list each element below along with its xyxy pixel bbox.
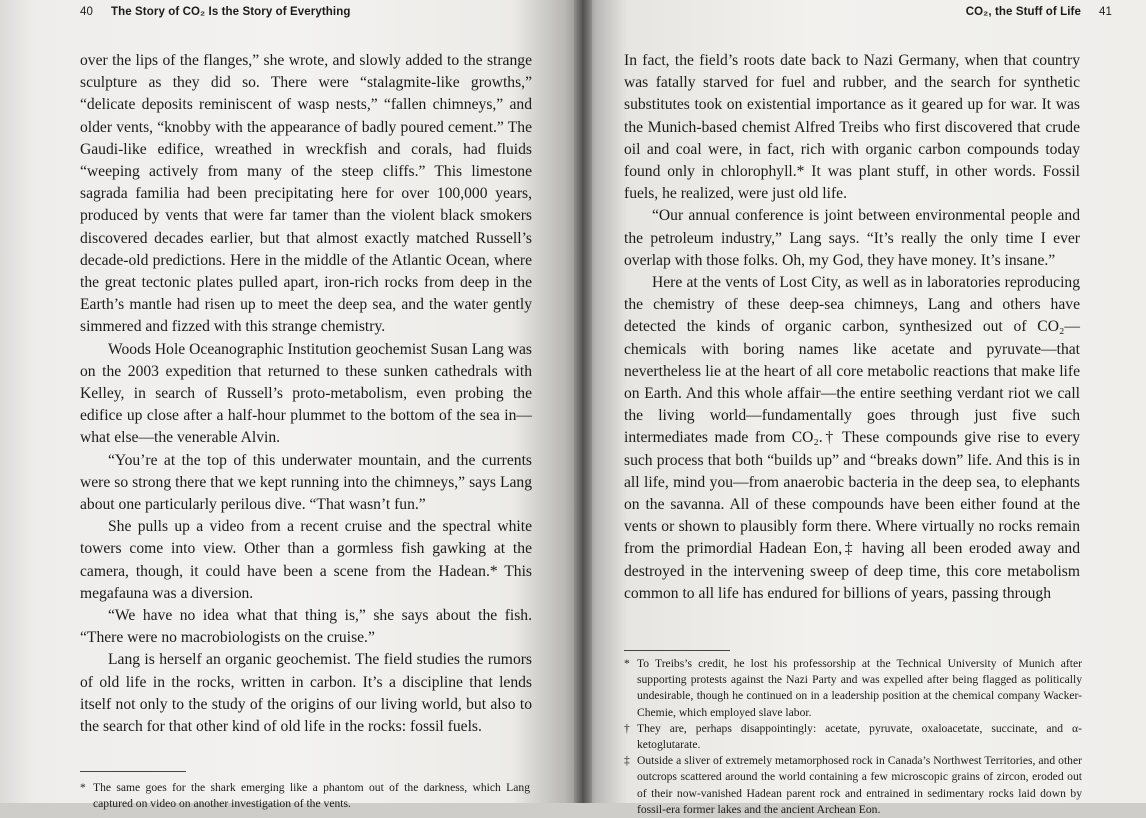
left-running-head-title: The Story of CO₂ Is the Story of Everything xyxy=(111,6,351,18)
paragraph: In fact, the field’s roots date back to Nazi Germany, when that country was fatally starved for fuel and rubber, and the search for synthetic substitutes took on existential importance as it geared up for war. It was the Munich-based chemist Alfred Treibs who first discovered that crude oil and coal were, in fact, rich with organic carbon compounds today found only in chlorophyll.* It was plant stuff, in other words. Fossil fuels, he realized, were just old life. xyxy=(624,52,1080,203)
right-body-text xyxy=(624,50,1080,605)
left-page-number: 40 xyxy=(80,6,93,18)
footnote xyxy=(624,721,1082,753)
paragraph: Woods Hole Oceanographic Institution geochemist Susan Lang was on the 2003 expedition that returned to these sunken cathedrals with Kelley, in search of Russell’s proto-metabolism, even probing the edifice up close after a half-hour plummet to the bottom of the sea in—what else—the venerable Alvin. xyxy=(80,340,532,447)
footnote xyxy=(624,753,1082,818)
right-running-head-title: CO₂, the Stuff of Life xyxy=(965,6,1081,18)
paragraph: Lang is herself an organic geochemist. The field studies the rumors of old life in the rocks, written in carbon. It’s a discipline that lends itself not only to the study of the origins of our living world, but also to the search for that other kind of old life in the rocks: fossil fuels. xyxy=(80,651,532,736)
footnote-mark: † xyxy=(624,721,630,735)
book-gutter xyxy=(574,0,592,803)
paragraph: “You’re at the top of this underwater mountain, and the currents were so strong there that we kept running into the chimneys,” says Lang about one particularly perilous dive. “That wasn’t fun.” xyxy=(80,451,532,514)
footnote-text: They are, perhaps disappointingly: acetate, pyruvate, oxaloacetate, succinate, and α-ketoglutarate. xyxy=(637,721,1082,752)
footnote-rule xyxy=(80,771,186,772)
right-footnotes xyxy=(624,656,1082,818)
right-page-number: 41 xyxy=(1099,6,1112,18)
left-footnotes xyxy=(80,780,530,812)
footnote-mark: ‡ xyxy=(624,754,630,768)
left-running-head xyxy=(80,6,350,18)
paragraph: She pulls up a video from a recent cruise and the spectral white towers come into view. Other than a gormless fish gawking at the camera, though, it could have been a scene from the Hadean.* This megafauna was a diversion. xyxy=(80,518,532,602)
footnote-text: Outside a sliver of extremely metamorphosed rock in Canada’s Northwest Territories, and other outcrops scattered around the world containing a few microscopic grains of zircon, eroded out of their now-vanished Hadean parent rock and entrained in sedimentary rocks laid down by fossil-era former lakes and the ancient Archean Eon. xyxy=(637,754,1082,816)
footnote-mark: * xyxy=(80,781,86,794)
right-page xyxy=(582,0,1146,816)
left-body-text xyxy=(80,50,532,738)
paragraph: “We have no idea what that thing is,” she says about the fish. “There were no macrobiologists on the cruise.” xyxy=(80,607,532,647)
right-running-head xyxy=(966,6,1112,18)
footnote-text: The same goes for the shark emerging like a phantom out of the darkness, which Lang captured on video on another investigation of the vents. xyxy=(93,781,530,811)
paragraph: “Our annual conference is joint between environmental people and the petroleum industry,” Lang says. “It’s really the only time I ever overlap with those folks. Oh, my God, they have money. It’s insane.” xyxy=(624,207,1080,269)
footnote-mark: * xyxy=(624,657,630,670)
paragraph: over the lips of the flanges,” she wrote, and slowly added to the strange sculpture as they did so. There were “stalagmite-like growths,” “delicate deposits reminiscent of wasp nests,” “fallen chimneys,” and older vents, “knobby with the appearance of badly poured cement.” The Gaudi-like edifice, wreathed in wreckfish and corals, had fluids “weeping actively from many of the steep cliffs.” This limestone sagrada familia had been precipitating here for over 100,000 years, produced by vents that were far tamer than the violent black smokers discovered decades earlier, but that almost exactly matched Russell’s decade-old predictions. Here in the middle of the Atlantic Ocean, where the great tectonic plates pulled apart, iron-rich rocks from deep in the Earth’s mantle had risen up to meet the deep sea, and the water gently simmered and fizzed with this strange chemistry. xyxy=(80,52,532,336)
paragraph: Here at the vents of Lost City, as well as in laboratories reproducing the chemistry of these deep-sea chimneys, Lang and others have detected the kinds of organic carbon, synthesized out of CO₂—chemicals with boring names like acetate and pyruvate—that nevertheless lie at the heart of all core metabolic reactions that make life on Earth. And this whole affair—the entire seething verdant riot we call the living world—fundamentally goes through just five such intermediates made from CO₂.† These compounds give rise to every such process that both “builds up” and “breaks down” life. And this is in all life, mind you—from anaerobic bacteria in the deep sea, to elephants on the savanna. All of these compounds have been either found at the vents or shown to plausibly form there. Where virtually no rocks remain from the primordial Hadean Eon,‡ having all been eroded away and destroyed in the intervening sweep of deep time, this core metabolism common to all life has endured for billions of years, passing through xyxy=(624,274,1080,602)
footnote xyxy=(80,780,530,812)
footnote xyxy=(624,656,1082,721)
footnote-rule xyxy=(624,650,730,651)
footnote-text: To Treibs’s credit, he lost his professorship at the Technical University of Munich after supporting protests against the Nazi Party and was expelled after being flagged as politically undesirable, though he continued on in a leadership position at the chemical company Wacker-Chemie, which employed slave labor. xyxy=(637,657,1082,719)
